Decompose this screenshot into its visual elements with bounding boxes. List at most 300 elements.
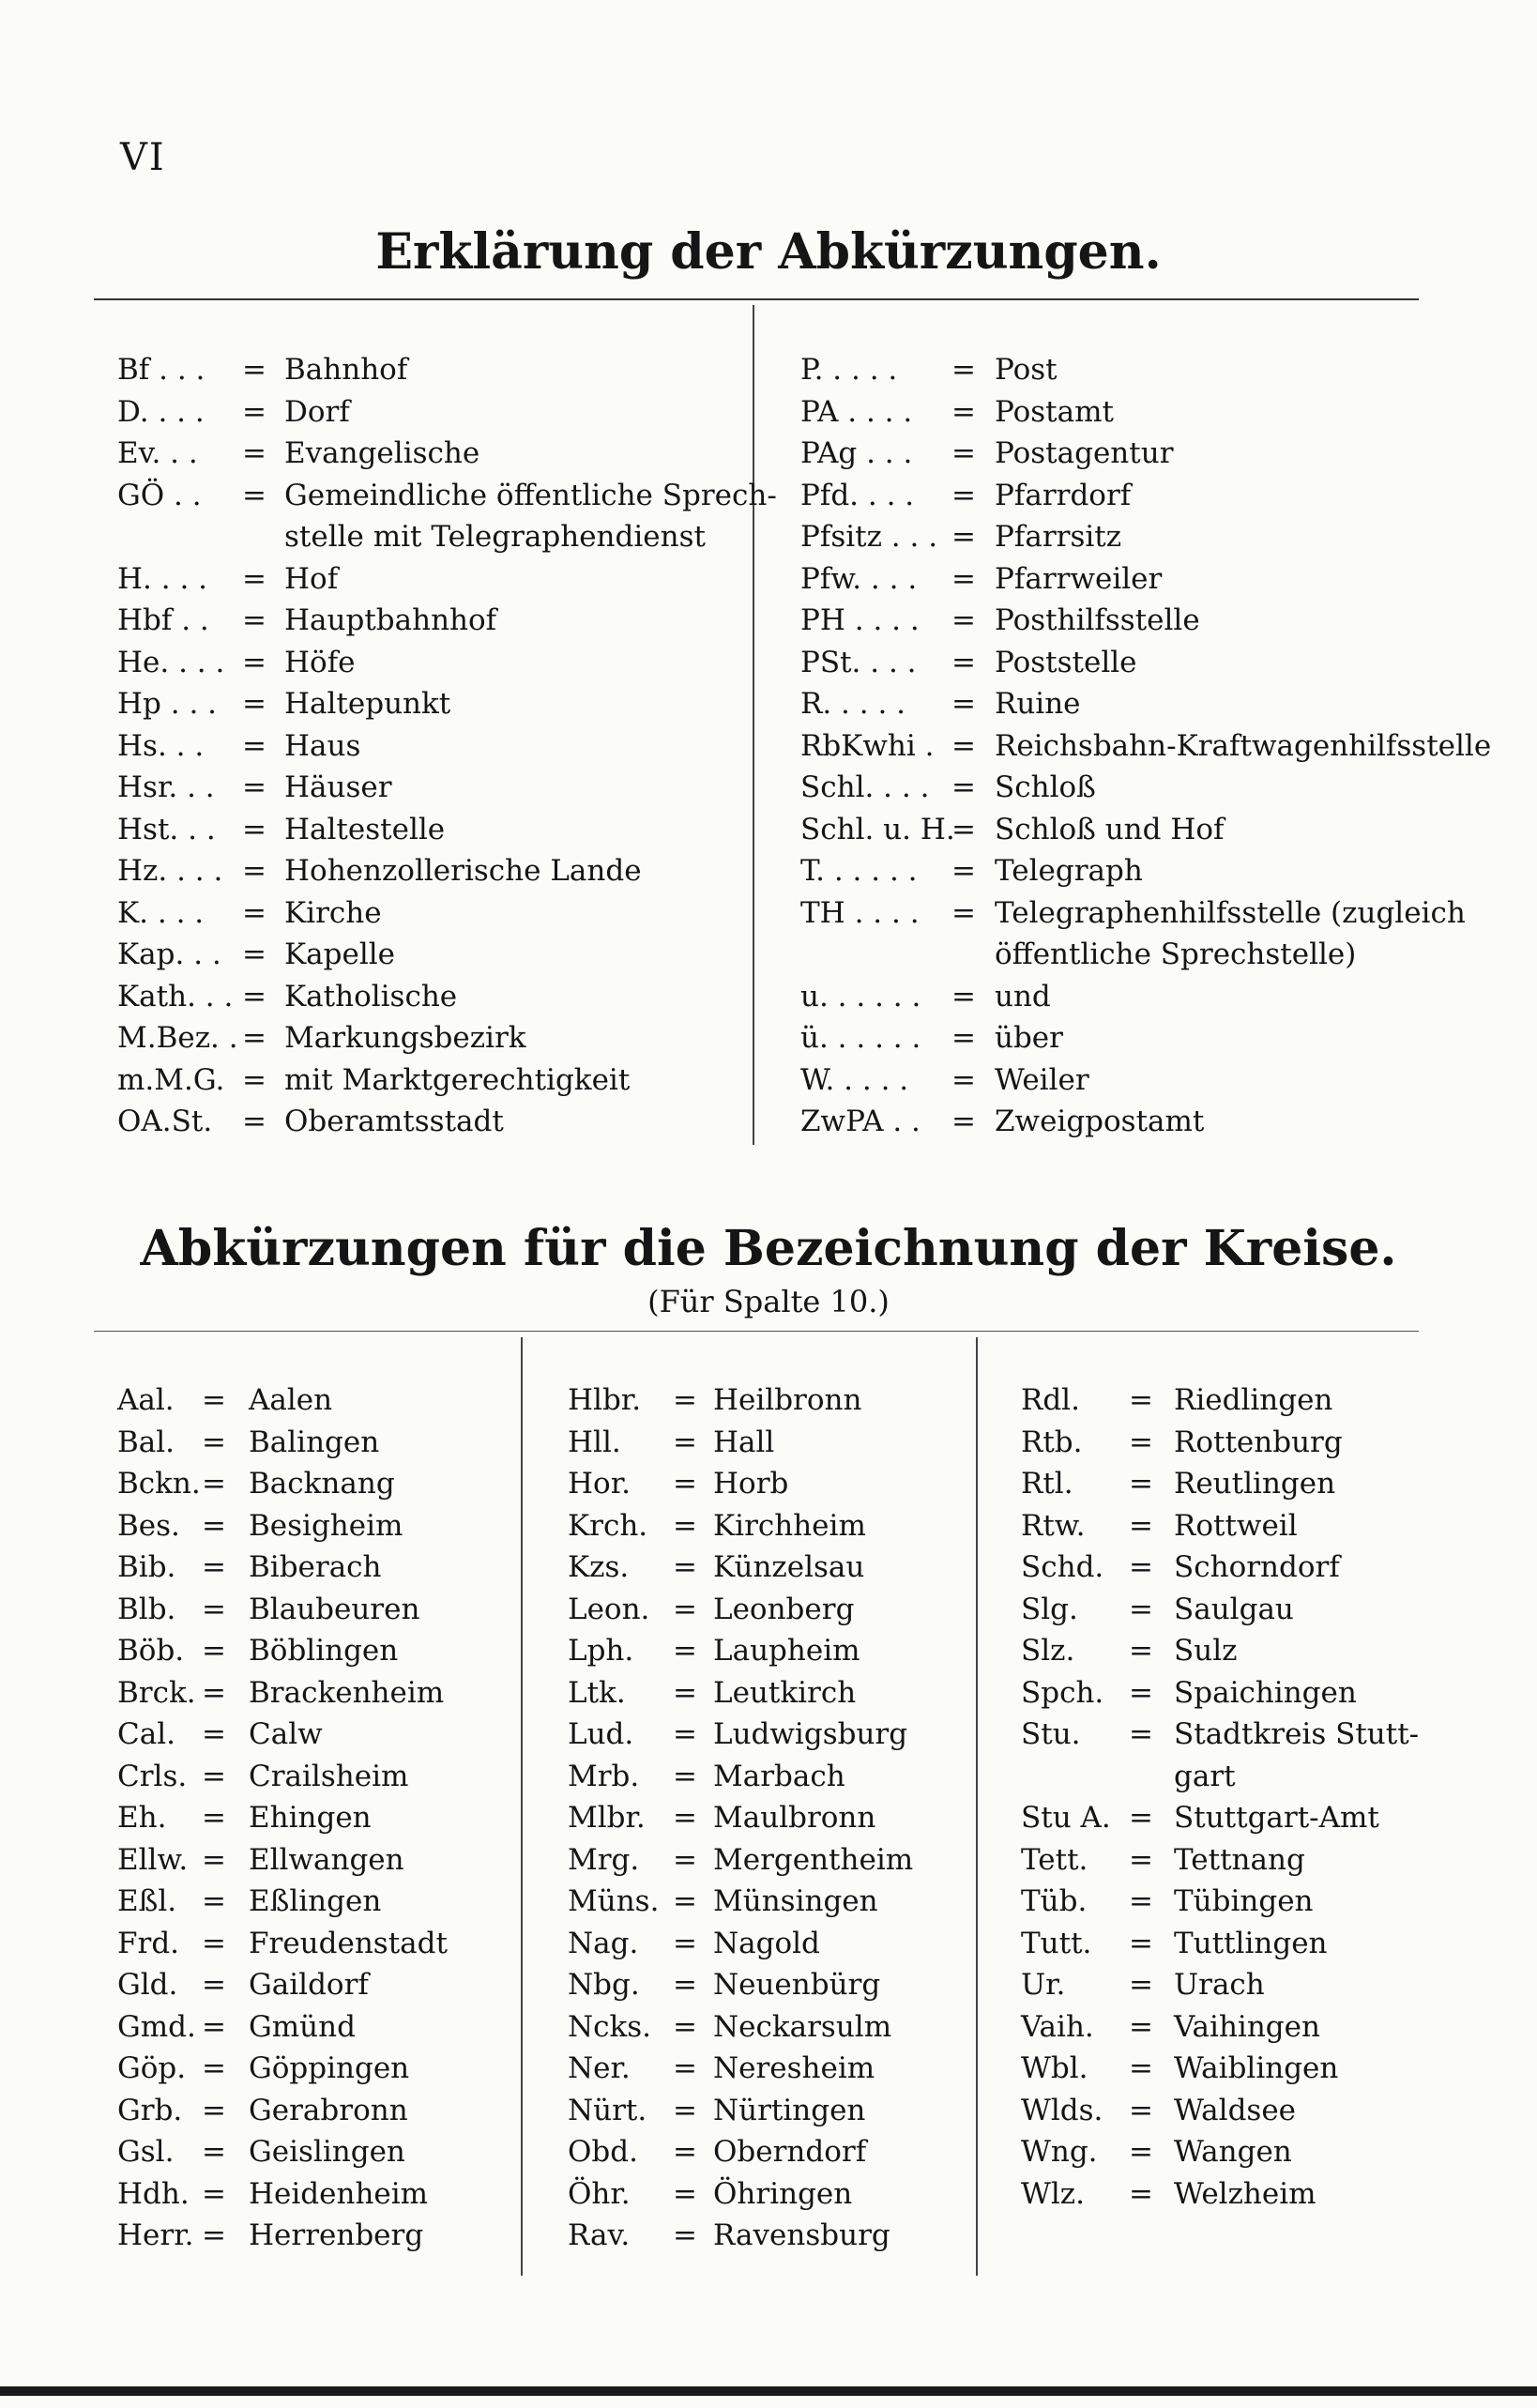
- abbreviation: Tett.: [1021, 1842, 1088, 1877]
- abbreviation: Aal.: [117, 1383, 175, 1417]
- expansion: Münsingen: [713, 1884, 878, 1918]
- abbreviation: Ellw.: [117, 1842, 189, 1877]
- abbreviation: Grb.: [117, 2093, 183, 2127]
- list-item: [117, 1505, 521, 1547]
- expansion: Horb: [713, 1467, 789, 1501]
- expansion: öffentliche Sprechstelle): [995, 937, 1357, 971]
- list-item: [117, 1964, 521, 2006]
- expansion: Ludwigsburg: [713, 1717, 908, 1751]
- expansion: Ruine: [995, 687, 1081, 721]
- abbreviation: Pfsitz . . .: [800, 520, 938, 554]
- list-item: [568, 2048, 971, 2090]
- abbreviation: D. . . .: [117, 394, 205, 429]
- equals-sign: =: [951, 603, 976, 637]
- list-item: [117, 2215, 521, 2257]
- abbreviation: OA.St.: [117, 1105, 213, 1138]
- equals-sign: =: [242, 812, 266, 846]
- expansion: Pfarrweiler: [995, 561, 1163, 596]
- abbreviation: RbKwhi .: [800, 728, 935, 763]
- equals-sign: =: [673, 2009, 697, 2044]
- expansion: Kapelle: [284, 937, 396, 971]
- abbreviation: Hp . . .: [117, 687, 218, 721]
- abbreviation: Brck.: [117, 1675, 196, 1710]
- abbreviation: Stu A.: [1021, 1801, 1111, 1835]
- abbreviation: Nag.: [568, 1926, 639, 1960]
- equals-sign: =: [202, 1592, 226, 1626]
- equals-sign: =: [951, 645, 976, 679]
- list-item: [1021, 1964, 1453, 2006]
- abbreviation: Hll.: [568, 1425, 621, 1459]
- abbreviation: Frd.: [117, 1926, 180, 1960]
- list-item: [1021, 1547, 1453, 1589]
- equals-sign: =: [951, 812, 976, 846]
- expansion: Postamt: [995, 394, 1114, 429]
- abbreviation-list-left: [117, 349, 777, 1143]
- list-item: [800, 349, 1457, 391]
- abbreviation: Krch.: [568, 1508, 648, 1543]
- abbreviation: Bes.: [117, 1508, 180, 1543]
- expansion: Vaihingen: [1174, 2009, 1320, 2044]
- list-item: [568, 1881, 971, 1923]
- expansion: Kirchheim: [713, 1508, 866, 1543]
- list-item: [568, 1547, 971, 1589]
- equals-sign: =: [673, 1550, 697, 1584]
- equals-sign: =: [202, 2176, 226, 2211]
- equals-sign: =: [242, 770, 266, 804]
- list-item: [117, 1547, 521, 1589]
- expansion: Leonberg: [713, 1592, 855, 1626]
- abbreviation: Hsr. . .: [117, 770, 215, 804]
- equals-sign: =: [1129, 1717, 1153, 1751]
- abbreviation: Nürt.: [568, 2093, 647, 2127]
- list-item: [117, 642, 737, 684]
- list-item: [568, 1714, 971, 1756]
- abbreviation: He. . . .: [117, 645, 225, 679]
- equals-sign: =: [951, 353, 976, 387]
- list-item: [568, 2215, 971, 2257]
- list-item: [117, 2048, 521, 2090]
- list-item: [117, 892, 737, 935]
- list-item: [1021, 1505, 1453, 1547]
- expansion: Göppingen: [249, 2051, 410, 2085]
- list-item: [568, 1756, 971, 1798]
- list-item: [800, 1101, 1457, 1143]
- list-item: [117, 683, 737, 725]
- abbreviation: Mrg.: [568, 1842, 640, 1877]
- expansion: Reichsbahn-Kraftwagenhilfsstelle: [995, 728, 1492, 763]
- list-item: [568, 2090, 971, 2132]
- list-item: [117, 725, 737, 768]
- abbreviation: R. . . . .: [800, 687, 906, 721]
- abbreviation: Tutt.: [1021, 1926, 1092, 1960]
- expansion: Eßlingen: [249, 1884, 382, 1918]
- abbreviation: Pfw. . . .: [800, 561, 918, 596]
- abbreviation: T. . . . . .: [800, 854, 918, 888]
- list-item: [568, 1839, 971, 1882]
- expansion: Freudenstadt: [249, 1926, 448, 1960]
- list-item: [1021, 2090, 1453, 2132]
- expansion: und: [995, 979, 1051, 1013]
- equals-sign: =: [242, 895, 266, 930]
- equals-sign: =: [202, 1968, 226, 2002]
- equals-sign: =: [242, 1062, 266, 1097]
- abbreviation: Wng.: [1021, 2135, 1098, 2169]
- abbreviation: m.M.G.: [117, 1062, 225, 1097]
- abbreviation: W. . . . .: [800, 1062, 909, 1097]
- expansion: Öhringen: [713, 2176, 853, 2211]
- expansion: Stuttgart-Amt: [1174, 1801, 1379, 1835]
- abbreviation: Hor.: [568, 1467, 631, 1501]
- expansion: Höfe: [284, 645, 356, 679]
- list-item: [568, 1589, 971, 1631]
- equals-sign: =: [202, 2093, 226, 2127]
- expansion: Gerabronn: [249, 2093, 408, 2127]
- abbreviation: Ur.: [1021, 1968, 1066, 2002]
- abbreviation: Lph.: [568, 1634, 634, 1668]
- abbreviation: Bal.: [117, 1425, 175, 1459]
- page-number: VI: [120, 136, 166, 179]
- abbreviation: Kath. . .: [117, 979, 234, 1013]
- expansion: Aalen: [249, 1383, 333, 1417]
- list-item: [117, 1630, 521, 1672]
- expansion: gart: [1174, 1759, 1236, 1793]
- expansion: Stadtkreis Stutt-: [1174, 1717, 1420, 1751]
- expansion: Haltepunkt: [284, 687, 451, 721]
- expansion: Ravensburg: [713, 2218, 890, 2252]
- list-item: [117, 433, 737, 475]
- abbreviation: Gld.: [117, 1968, 178, 2002]
- list-item: [800, 516, 1457, 558]
- equals-sign: =: [673, 1425, 697, 1459]
- list-item: [1021, 1881, 1453, 1923]
- list-item: [568, 1422, 971, 1464]
- expansion: Marbach: [713, 1759, 845, 1793]
- abbreviation: Ner.: [568, 2051, 631, 2085]
- expansion: Riedlingen: [1174, 1383, 1333, 1417]
- list-item: [800, 558, 1457, 601]
- abbreviation: M.Bez. .: [117, 1021, 238, 1055]
- list-item: [568, 2131, 971, 2173]
- equals-sign: =: [1129, 2135, 1153, 2169]
- expansion: Ehingen: [249, 1801, 372, 1835]
- abbreviation: Eßl.: [117, 1884, 177, 1918]
- abbreviation: Schl. . . .: [800, 770, 930, 804]
- equals-sign: =: [951, 520, 976, 554]
- list-item: [568, 1797, 971, 1839]
- equals-sign: =: [673, 1842, 697, 1877]
- list-item: [800, 809, 1457, 851]
- list-item: [1021, 1797, 1453, 1839]
- expansion: Tuttlingen: [1174, 1926, 1328, 1960]
- equals-sign: =: [673, 1383, 697, 1417]
- equals-sign: =: [242, 937, 266, 971]
- list-item: [117, 850, 737, 892]
- list-item: [800, 976, 1457, 1018]
- list-item: [1021, 1923, 1453, 1965]
- abbreviation: Nbg.: [568, 1968, 640, 2002]
- expansion: über: [995, 1021, 1063, 1055]
- equals-sign: =: [673, 1717, 697, 1751]
- equals-sign: =: [202, 1467, 226, 1501]
- list-item: [800, 850, 1457, 892]
- list-item: [117, 1017, 737, 1059]
- expansion: Oberamtsstadt: [284, 1105, 504, 1138]
- equals-sign: =: [1129, 1383, 1153, 1417]
- expansion: Backnang: [249, 1467, 395, 1501]
- list-item: [800, 433, 1457, 475]
- abbreviation: PAg . . .: [800, 436, 913, 470]
- equals-sign: =: [1129, 1508, 1153, 1543]
- abbreviation: GÖ . .: [117, 478, 202, 512]
- equals-sign: =: [242, 478, 266, 512]
- kreise-column-1: [117, 1379, 521, 2257]
- abbreviation: Stu.: [1021, 1717, 1081, 1751]
- list-item: [800, 892, 1466, 935]
- expansion: Waiblingen: [1174, 2051, 1339, 2085]
- section-subtitle: (Für Spalte 10.): [647, 1284, 890, 1319]
- expansion: Brackenheim: [249, 1675, 445, 1710]
- abbreviation: Leon.: [568, 1592, 650, 1626]
- equals-sign: =: [202, 1842, 226, 1877]
- equals-sign: =: [951, 728, 976, 763]
- equals-sign: =: [951, 1062, 976, 1097]
- expansion: Urach: [1174, 1968, 1265, 2002]
- list-item: [1021, 2131, 1453, 2173]
- equals-sign: =: [673, 1508, 697, 1543]
- expansion: Crailsheim: [249, 1759, 409, 1793]
- equals-sign: =: [1129, 2093, 1153, 2127]
- expansion: Spaichingen: [1174, 1675, 1357, 1710]
- expansion: Markungsbezirk: [284, 1021, 526, 1055]
- expansion: Oberndorf: [713, 2135, 867, 2169]
- list-item: [1021, 1839, 1453, 1882]
- equals-sign: =: [1129, 1801, 1153, 1835]
- abbreviation: Ltk.: [568, 1675, 626, 1710]
- list-item: [1021, 1714, 1453, 1756]
- equals-sign: =: [673, 2218, 697, 2252]
- equals-sign: =: [1129, 1467, 1153, 1501]
- equals-sign: =: [951, 854, 976, 888]
- expansion: Leutkirch: [713, 1675, 857, 1710]
- list-item: [800, 475, 1457, 517]
- equals-sign: =: [951, 436, 976, 470]
- abbreviation: Bckn.: [117, 1467, 201, 1501]
- abbreviation: Mlbr.: [568, 1801, 646, 1835]
- equals-sign: =: [202, 1383, 226, 1417]
- expansion: Heilbronn: [713, 1383, 862, 1417]
- list-item: [800, 725, 1492, 768]
- abbreviation: H. . . .: [117, 561, 208, 596]
- expansion: Tübingen: [1174, 1884, 1314, 1918]
- abbreviation: Rav.: [568, 2218, 631, 2252]
- equals-sign: =: [1129, 1592, 1153, 1626]
- expansion: Saulgau: [1174, 1592, 1294, 1626]
- list-item: [1021, 1672, 1453, 1715]
- equals-sign: =: [951, 561, 976, 596]
- equals-sign: =: [1129, 1842, 1153, 1877]
- expansion: Ellwangen: [249, 1842, 404, 1877]
- expansion: Haus: [284, 728, 361, 763]
- list-item: [800, 642, 1457, 684]
- list-item: [117, 349, 737, 391]
- expansion: Blaubeuren: [249, 1592, 420, 1626]
- expansion: Neckarsulm: [713, 2009, 892, 2044]
- equals-sign: =: [951, 770, 976, 804]
- expansion: Welzheim: [1174, 2176, 1316, 2211]
- equals-sign: =: [202, 1801, 226, 1835]
- equals-sign: =: [242, 728, 266, 763]
- list-item: [117, 1756, 521, 1798]
- expansion: Rottweil: [1174, 1508, 1298, 1543]
- expansion: Biberach: [249, 1550, 382, 1584]
- expansion: Gemeindliche öffentliche Sprech-: [284, 478, 777, 512]
- abbreviation: Rdl.: [1021, 1383, 1080, 1417]
- list-item: [568, 1505, 971, 1547]
- expansion: Telegraph: [995, 854, 1143, 888]
- list-item: [117, 2173, 521, 2216]
- equals-sign: =: [202, 1759, 226, 1793]
- equals-sign: =: [1129, 1884, 1153, 1918]
- list-item: [117, 516, 737, 558]
- list-item: [117, 1059, 737, 1102]
- list-item: [800, 600, 1457, 642]
- list-item: [117, 600, 737, 642]
- list-item: [117, 1589, 521, 1631]
- equals-sign: =: [1129, 2009, 1153, 2044]
- list-item: [1021, 1422, 1453, 1464]
- equals-sign: =: [673, 2051, 697, 2085]
- equals-sign: =: [673, 1592, 697, 1626]
- expansion: Reutlingen: [1174, 1467, 1336, 1501]
- list-item: [1021, 1589, 1453, 1631]
- abbreviation: Wlds.: [1021, 2093, 1103, 2127]
- abbreviation: Vaih.: [1021, 2009, 1094, 2044]
- expansion: Post: [995, 353, 1058, 387]
- page-bottom-edge: [0, 2386, 1537, 2396]
- expansion: Laupheim: [713, 1634, 860, 1668]
- abbreviation-list-right: [800, 349, 1492, 1143]
- abbreviation: Ev. . .: [117, 436, 198, 470]
- column-divider: [521, 1337, 523, 2276]
- equals-sign: =: [242, 353, 266, 387]
- abbreviation: Kzs.: [568, 1550, 630, 1584]
- abbreviation: Slg.: [1021, 1592, 1078, 1626]
- list-item: [117, 1839, 521, 1882]
- abbreviation: Eh.: [117, 1801, 167, 1835]
- list-item: [117, 1923, 521, 1965]
- expansion: Geislingen: [249, 2135, 405, 2169]
- expansion: mit Marktgerechtigkeit: [284, 1062, 631, 1097]
- list-item: [1021, 1379, 1453, 1422]
- list-item: [117, 2131, 521, 2173]
- expansion: Dorf: [284, 394, 350, 429]
- expansion: stelle mit Telegraphendienst: [284, 520, 706, 554]
- expansion: Telegraphenhilfsstelle (zugleich: [995, 895, 1466, 930]
- equals-sign: =: [202, 1425, 226, 1459]
- equals-sign: =: [1129, 2051, 1153, 2085]
- expansion: Calw: [249, 1717, 323, 1751]
- list-item: [117, 391, 737, 434]
- list-item: [117, 1422, 521, 1464]
- list-item: [568, 1630, 971, 1672]
- expansion: Nagold: [713, 1926, 820, 1960]
- equals-sign: =: [242, 645, 266, 679]
- list-item: [117, 809, 737, 851]
- expansion: Katholische: [284, 979, 458, 1013]
- list-item: [117, 976, 737, 1018]
- expansion: Gaildorf: [249, 1968, 369, 2002]
- abbreviation: P. . . . .: [800, 353, 898, 387]
- list-item: [800, 391, 1457, 434]
- column-divider: [976, 1337, 978, 2276]
- list-item: [1021, 2048, 1453, 2090]
- abbreviation: K. . . .: [117, 895, 205, 930]
- expansion: Neuenbürg: [713, 1968, 881, 2002]
- equals-sign: =: [673, 2135, 697, 2169]
- divider: [94, 1331, 1419, 1332]
- abbreviation: Hbf . .: [117, 603, 209, 637]
- expansion: Hall: [713, 1425, 775, 1459]
- equals-sign: =: [951, 687, 976, 721]
- kreise-column-2: [568, 1379, 971, 2257]
- expansion: Balingen: [249, 1425, 380, 1459]
- list-item: [568, 2173, 971, 2216]
- expansion: Schloß und Hof: [995, 812, 1225, 846]
- list-item: [800, 767, 1457, 809]
- list-item: [800, 934, 1457, 976]
- abbreviation: Bf . . .: [117, 353, 205, 387]
- equals-sign: =: [673, 1801, 697, 1835]
- abbreviation: Rtw.: [1021, 1508, 1086, 1543]
- equals-sign: =: [242, 687, 266, 721]
- abbreviation: Böb.: [117, 1634, 185, 1668]
- expansion: Evangelische: [284, 436, 480, 470]
- expansion: Rottenburg: [1174, 1425, 1343, 1459]
- abbreviation: PH . . . .: [800, 603, 920, 637]
- equals-sign: =: [951, 895, 976, 930]
- list-item: [117, 1101, 737, 1143]
- equals-sign: =: [1129, 1675, 1153, 1710]
- equals-sign: =: [202, 1926, 226, 1960]
- list-item: [117, 1463, 521, 1505]
- list-item: [117, 1379, 521, 1422]
- abbreviation: Schl. u. H.: [800, 812, 955, 846]
- expansion: Schloß: [995, 770, 1096, 804]
- abbreviation: Hz. . . .: [117, 854, 223, 888]
- abbreviation: Hdh.: [117, 2176, 190, 2211]
- abbreviation: Slz.: [1021, 1634, 1075, 1668]
- equals-sign: =: [673, 2176, 697, 2211]
- equals-sign: =: [202, 2051, 226, 2085]
- abbreviation: Gmd.: [117, 2009, 196, 2044]
- expansion: Tettnang: [1174, 1842, 1305, 1877]
- list-item: [117, 558, 737, 601]
- expansion: Schorndorf: [1174, 1550, 1340, 1584]
- expansion: Kirche: [284, 895, 382, 930]
- equals-sign: =: [202, 2009, 226, 2044]
- list-item: [1021, 2006, 1453, 2049]
- abbreviation: Öhr.: [568, 2176, 631, 2211]
- equals-sign: =: [1129, 1968, 1153, 2002]
- expansion: Herrenberg: [249, 2218, 424, 2252]
- equals-sign: =: [1129, 1926, 1153, 1960]
- abbreviation: Ncks.: [568, 2009, 652, 2044]
- list-item: [568, 1964, 971, 2006]
- equals-sign: =: [242, 854, 266, 888]
- expansion: Gmünd: [249, 2009, 356, 2044]
- abbreviation: Wbl.: [1021, 2051, 1088, 2085]
- abbreviation: ü. . . . . .: [800, 1021, 921, 1055]
